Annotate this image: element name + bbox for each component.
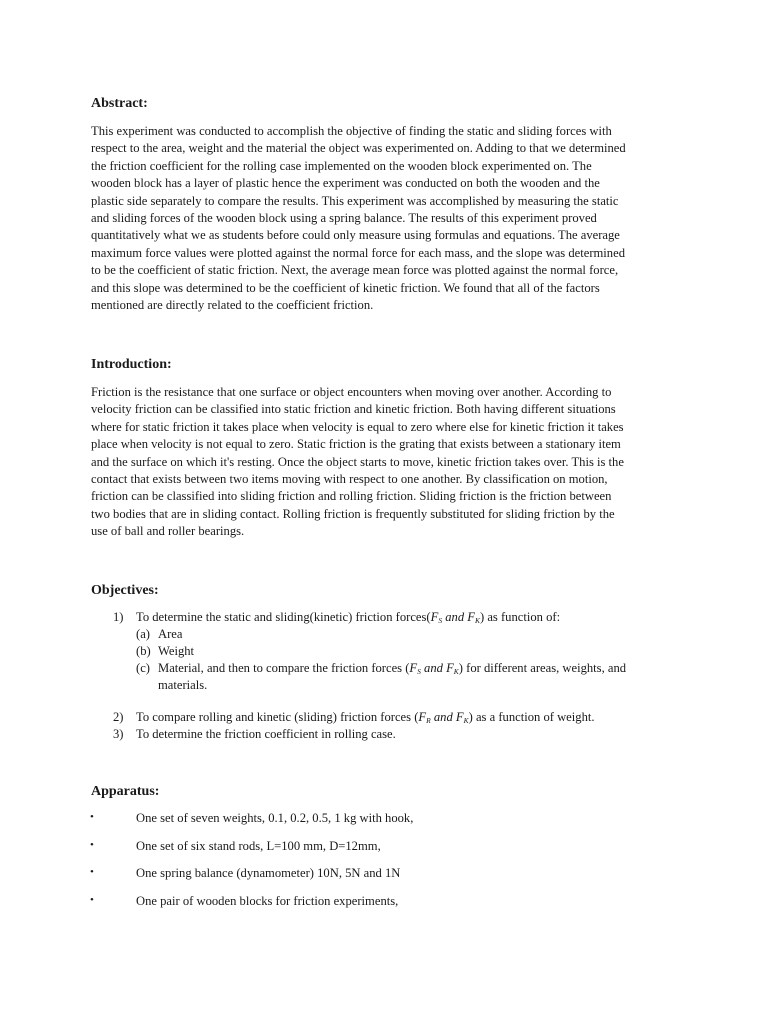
force-symbol: [431, 610, 480, 624]
introduction-line: place when velocity is not equal to zero. Static friction is the grating that exists between a stationary item: [91, 437, 621, 452]
symbol-f: F: [455, 710, 464, 724]
and-word: and: [424, 661, 443, 675]
introduction-line: Friction is the resistance that one surface or object encounters when moving over another. According to: [91, 385, 612, 399]
abstract-line: respect to the area, weight and the material the object was experimented on. Adding to that we determined: [91, 141, 626, 156]
abstract-line: wooden block has a layer of plastic hence the experiment was conducted on both the wooden and the: [91, 176, 600, 191]
subitem-text: materials.: [158, 678, 208, 692]
introduction-line: contact that exists between two items moving with respect to one another. By classification on motion,: [91, 472, 608, 487]
introduction-heading: Introduction:: [91, 357, 172, 372]
symbol-f: F: [467, 610, 475, 624]
abstract-line: to be the coefficient of static friction. Next, the average mean force was plotted against the normal force,: [91, 263, 619, 278]
symbol-f: F: [430, 610, 439, 624]
objective-text: To determine the friction coefficient in rolling case.: [136, 727, 396, 741]
force-symbol: [409, 661, 458, 675]
bullet-icon: •: [90, 866, 94, 878]
subitem-label: (b): [136, 644, 151, 658]
objective-text-part: ) as a function of weight.: [468, 710, 595, 724]
abstract-paragraph: [91, 123, 626, 314]
objectives-heading: Objectives:: [91, 583, 159, 598]
abstract-line: This experiment was conducted to accomplish the objective of finding the static and sliding forces with: [91, 124, 612, 138]
subitem-label: (c): [136, 661, 150, 675]
abstract-line: mentioned are directly related to the coefficient friction.: [91, 298, 374, 313]
objective-text-part: ) as function of:: [480, 610, 561, 624]
subscript-k: K: [474, 616, 480, 625]
subitem-text: Weight: [158, 644, 195, 658]
introduction-line: and the surface on which it's resting. Once the object starts to move, kinetic friction takes over. This is the: [91, 454, 624, 469]
symbol-f: F: [446, 661, 454, 675]
subitem-text-part: ) for different areas, weights, and: [458, 661, 627, 675]
subscript-s: S: [417, 667, 421, 676]
and-word: and: [445, 610, 465, 624]
symbol-f: F: [418, 710, 427, 724]
subscript-s: S: [438, 616, 443, 625]
apparatus-item: [0, 894, 768, 911]
objective-number: 2): [113, 710, 124, 724]
abstract-line: and this slope was determined to be the coefficient of kinetic friction. We found that all of the factors: [91, 280, 600, 295]
apparatus-item: [0, 811, 768, 828]
subitem-label: (a): [136, 627, 150, 641]
bullet-icon: •: [90, 811, 94, 823]
force-symbol: [418, 710, 468, 724]
apparatus-item-text: One set of seven weights, 0.1, 0.2, 0.5, 1 kg with hook,: [136, 811, 414, 825]
subscript-r: R: [426, 716, 431, 725]
objective-number: 3): [113, 727, 124, 741]
subitem-text: Area: [158, 627, 183, 641]
subscript-k: K: [463, 716, 469, 725]
apparatus-item: [0, 839, 768, 856]
apparatus-item-text: One spring balance (dynamometer) 10N, 5N and 1N: [136, 866, 401, 880]
subscript-k: K: [453, 667, 459, 676]
introduction-line: friction can be classified into sliding friction and rolling friction. Sliding friction is the friction between: [91, 489, 612, 504]
apparatus-item-text: One pair of wooden blocks for friction experiments,: [136, 894, 399, 908]
abstract-line: and sliding forces of the wooden block using a spring balance. The results of this experiment proved: [91, 211, 597, 226]
bullet-icon: •: [90, 894, 94, 906]
and-word: and: [433, 710, 453, 724]
abstract-line: maximum force values were plotted against the normal force for each mass, and the slope was determined: [91, 245, 625, 260]
apparatus-item: [0, 866, 768, 883]
abstract-line: plastic side separately to compare the results. This experiment was accomplished by measuring the static: [91, 193, 619, 208]
subitem-text: [158, 660, 626, 680]
symbol-f: F: [409, 661, 418, 675]
introduction-line: use of ball and roller bearings.: [91, 524, 245, 539]
abstract-line: the friction coefficient for the rolling case implemented on the wooden block experimented on. The: [91, 158, 592, 173]
introduction-paragraph: [91, 384, 624, 541]
introduction-line: where for static friction it takes place when velocity is equal to zero where else for kinetic friction it takes: [91, 419, 624, 434]
introduction-line: velocity friction can be classified into static friction and kinetic friction. Both having different situations: [91, 402, 616, 417]
objective-text-part: To compare rolling and kinetic (sliding) friction forces (: [136, 710, 419, 724]
apparatus-item-text: One set of six stand rods, L=100 mm, D=12mm,: [136, 839, 381, 853]
introduction-line: two bodies that are in sliding contact. Rolling friction is frequently substituted for sliding friction by the: [91, 506, 615, 521]
objective-text: [136, 609, 560, 629]
objective-number: 1): [113, 610, 124, 624]
abstract-heading: Abstract:: [91, 96, 148, 111]
abstract-line: quantitatively what we as students before could only measure using formulas and equations. The average: [91, 228, 620, 243]
apparatus-heading: Apparatus:: [91, 784, 160, 799]
bullet-icon: •: [90, 839, 94, 851]
objective-text-part: To determine the static and sliding(kinetic) friction forces(: [136, 610, 431, 624]
subitem-text-part: Material, and then to compare the friction forces (: [158, 661, 410, 675]
